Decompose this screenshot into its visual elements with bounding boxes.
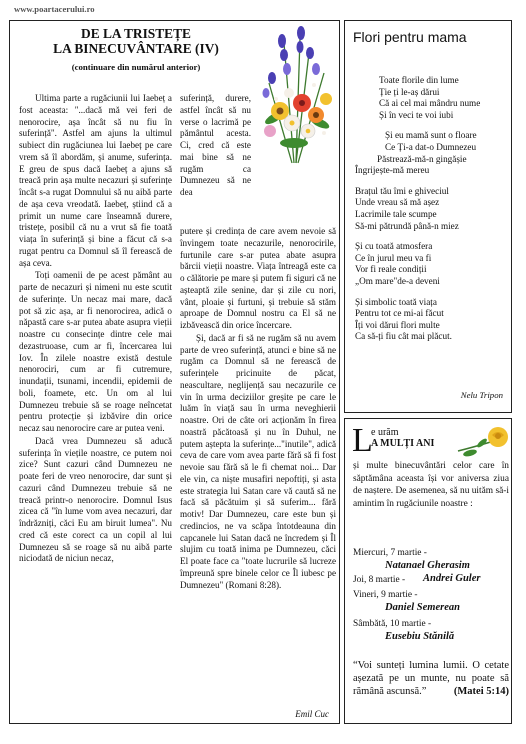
quote-reference: (Matei 5:14) <box>453 686 509 697</box>
poem-line: Ca să-ți fiu cât mai plăcut. <box>355 331 452 342</box>
flower-bouquet-illustration <box>254 23 340 171</box>
poem-line: Vor fi reale condiții <box>355 264 427 275</box>
poem-line: Îngrijește-mă mereu <box>355 165 430 176</box>
article-title-line2: LA BINECUVÂNTARE (IV) <box>53 40 219 56</box>
poem-line: Și în veci te voi iubi <box>379 109 454 120</box>
article-paragraph: Ultima parte a rugăciunii lui Iaebeț a fost aceasta: "...dacă mă vei feri de nenorocire, așa încât să nu fiu în suferință". Astfel am ajuns la ultimul subiect din rugăciunea lui Iaebeț pe care vrem să îl abordăm, și anume, suferința. E greu de spus dacă Iaebeț a ajuns să treacă prin așa multe necazuri și suferințe încât s-a rugat Domnului să nu aibă parte de așa ceva vreodată. Iaebeț, știind că a primit un nume care înseamnă durere, tristețe, posibil că nu a vrut să fie toată viața în suferință și bine a făcut că s-a rugat pentru ca Domnul să îl ferească de așa ceva. <box>19 93 172 268</box>
article-column-left <box>19 93 172 565</box>
birthday-name: Daniel Semerean <box>385 602 460 613</box>
poem-title: Flori pentru mama <box>353 29 467 45</box>
poem-author: Nelu Tripon <box>460 390 503 400</box>
poem-line: Ce în jurul meu va fi <box>355 252 432 263</box>
wishes-body <box>353 460 509 511</box>
article-subtitle: (continuare din numărul anterior) <box>71 62 201 72</box>
poem-line: Și cu toată atmosfera <box>355 241 433 252</box>
poem-line <box>355 232 511 241</box>
birthday-name: Natanael Gherasim <box>385 560 470 571</box>
wishes-body-text: și multe binecuvântări celor care în săptămâna aceasta își vor aniversa ziua de naștere. De asemenea, să nu uităm să-i amintim în rugăciunile noastre : <box>353 461 509 510</box>
birthday-date: Joi, 8 martie - <box>353 575 406 585</box>
bible-quote <box>353 659 509 698</box>
poem-line: Și simbolic toată viața <box>355 296 437 307</box>
poem-line: Să-mi pătrundă până-n miez <box>355 220 459 231</box>
article-author: Emil Cuc <box>295 709 329 719</box>
quote-text: “Voi sunteți lumina lumii. O cetate așezată pe un munte, nu poate să rămână ascunsă.” <box>353 660 509 697</box>
article-paragraph: putere și credința de care avem nevoie să învingem toate necazurile, nenorocirile, furtunile care s-ar putea abate asupra bărcii vieții noastre. Viața întreagă este ca o călătorie pe mare și putem fi siguri că ne așteaptă zile senine, dar și zile cu nori, vânt, ploaie și furtuni, și trebuie să stăm aproape de Domnul nostru ca El să ne izbăvească din orice încercare. <box>180 226 336 330</box>
poem-line: Îți voi dărui flori multe <box>355 319 440 330</box>
poem-line: Brațul tău îmi e ghiveciul <box>355 185 449 196</box>
poem-box <box>344 20 512 413</box>
birthday-wishes-box <box>344 418 512 724</box>
article-paragraph: Toți oamenii de pe acest pământ au parte de necazuri și nimeni nu este scutit de suferințe. Un necaz mai mare, dacă pot să zic așa, ar fi nenorocirea, adică o năpastă care s-ar putea abate asupra vieții noastre cu consecințe dintre cele mai dezastruoase, cum ar fi, încercarea lui Iov. În zilele noastre există destule nenorociri, cum ar fi cutremure, inundații, tsunami, incendii, epidemii de boli, foamete, etc. Un om al lui Dumnezeu trebuie să se roage neîncetat pentru protecție și izbăvire din orice necaz sau nenorocire care ar putea veni. <box>19 270 172 433</box>
site-url: www.poartacerului.ro <box>14 4 95 14</box>
poem-lines <box>355 75 511 343</box>
article-column-right-top <box>180 93 251 199</box>
article-title-line1: DE LA TRISTEȚE <box>81 26 191 41</box>
dropcap-letter: L <box>352 422 373 459</box>
article-paragraph: Dacă vrea Dumnezeu să aducă suferința în viețile noastre, ce putem noi zice? Sunt cazuri când Dumnezeu ne poate feri de vreo nenorocire, dar sunt și cazuri când Dumnezeu trebuie să ne treacă printr-o nenorocire. Domnul Isus zicea că "în lume vom avea necazuri, dar îndrăzniți, căci Eu am biruit lumea". Nu cred că este corect ca un copil al lui Dumnezeu să se roage să nu aibă parte niciodată de niciun necaz, <box>19 435 172 564</box>
poem-line: Ție ți le-aș dărui <box>379 86 440 97</box>
article-paragraph: Și, dacă ar fi să ne rugăm să nu avem parte de vreo suferință, atunci e bine să ne rugăm ca Domnul să ne ferească de suferințele pricinuite de păcat, neascultare, neglijență sau necazurile ce vin în urma deciziilor greșite pe care le luăm în viață sau în urma neveghierii noastre. Ori de câte ori acționăm în firea noastră păcătoasă și nu în Duhul, ne putem aștepta la suferințe..."inutile", adică ceva de care vom avea parte fără să fi fost nevoie sau fără să le fi chemat noi... Dar ele vin, ca niște musafiri nepoftiți, și asta este strategia lui Satan care vă caută să ne facă să păcătuim și să suferim... fără motiv! Dar Dumnezeu, care este bun și credincios, ne va scăpa întotdeauna din capcanele lui Satan dacă ne încredem și Îl slujim cu toată inima pe Dumnezeu, căci El poate face ca "toate lucrurile să lucreze împreună spre binele celor ce Îl iubesc pe Dumnezeu" (Romani 8:28). <box>180 332 336 590</box>
birthday-name: Andrei Guler <box>423 573 481 584</box>
poem-line <box>355 288 511 297</box>
article-box <box>9 20 340 724</box>
poem-line <box>355 177 511 186</box>
poem-line: Păstrează-mă-n gingășie <box>377 153 467 164</box>
poem-line: Unde vreau să mă așez <box>355 197 440 208</box>
poem-line: Toate florile din lume <box>379 75 459 85</box>
wishes-heading <box>371 427 434 449</box>
birthday-date: Miercuri, 7 martie - <box>353 548 427 558</box>
poem-line: Și eu mamă sunt o floare <box>385 130 477 141</box>
birthday-date: Vineri, 9 martie - <box>353 590 418 600</box>
poem-line: Că ai cel mai mândru nume <box>379 98 481 109</box>
poem-line: Lacrimile tale scumpe <box>355 208 437 219</box>
poem-line: Ce Ți-a dat-o Dumnezeu <box>385 141 477 152</box>
poem-line: „Om mare"de-a deveni <box>355 275 440 286</box>
wishes-heading-line2: A MULȚI ANI <box>371 438 435 449</box>
poem-line <box>355 121 511 130</box>
article-paragraph: suferință, durere, astfel încât să nu verse o lacrimă pe pământul acesta. Ci, cred că este mai bine să ne rugăm ca Dumnezeu să ne dea <box>180 93 251 197</box>
wishes-heading-line1: e urăm <box>371 427 399 438</box>
poem-line: Pentru tot ce mi-ai făcut <box>355 308 444 319</box>
rose-illustration <box>454 421 510 459</box>
birthday-name: Eusebiu Stănilă <box>385 631 455 642</box>
birthday-date: Sâmbătă, 10 martie - <box>353 619 432 629</box>
article-column-right <box>180 226 336 591</box>
article-title <box>20 27 252 56</box>
